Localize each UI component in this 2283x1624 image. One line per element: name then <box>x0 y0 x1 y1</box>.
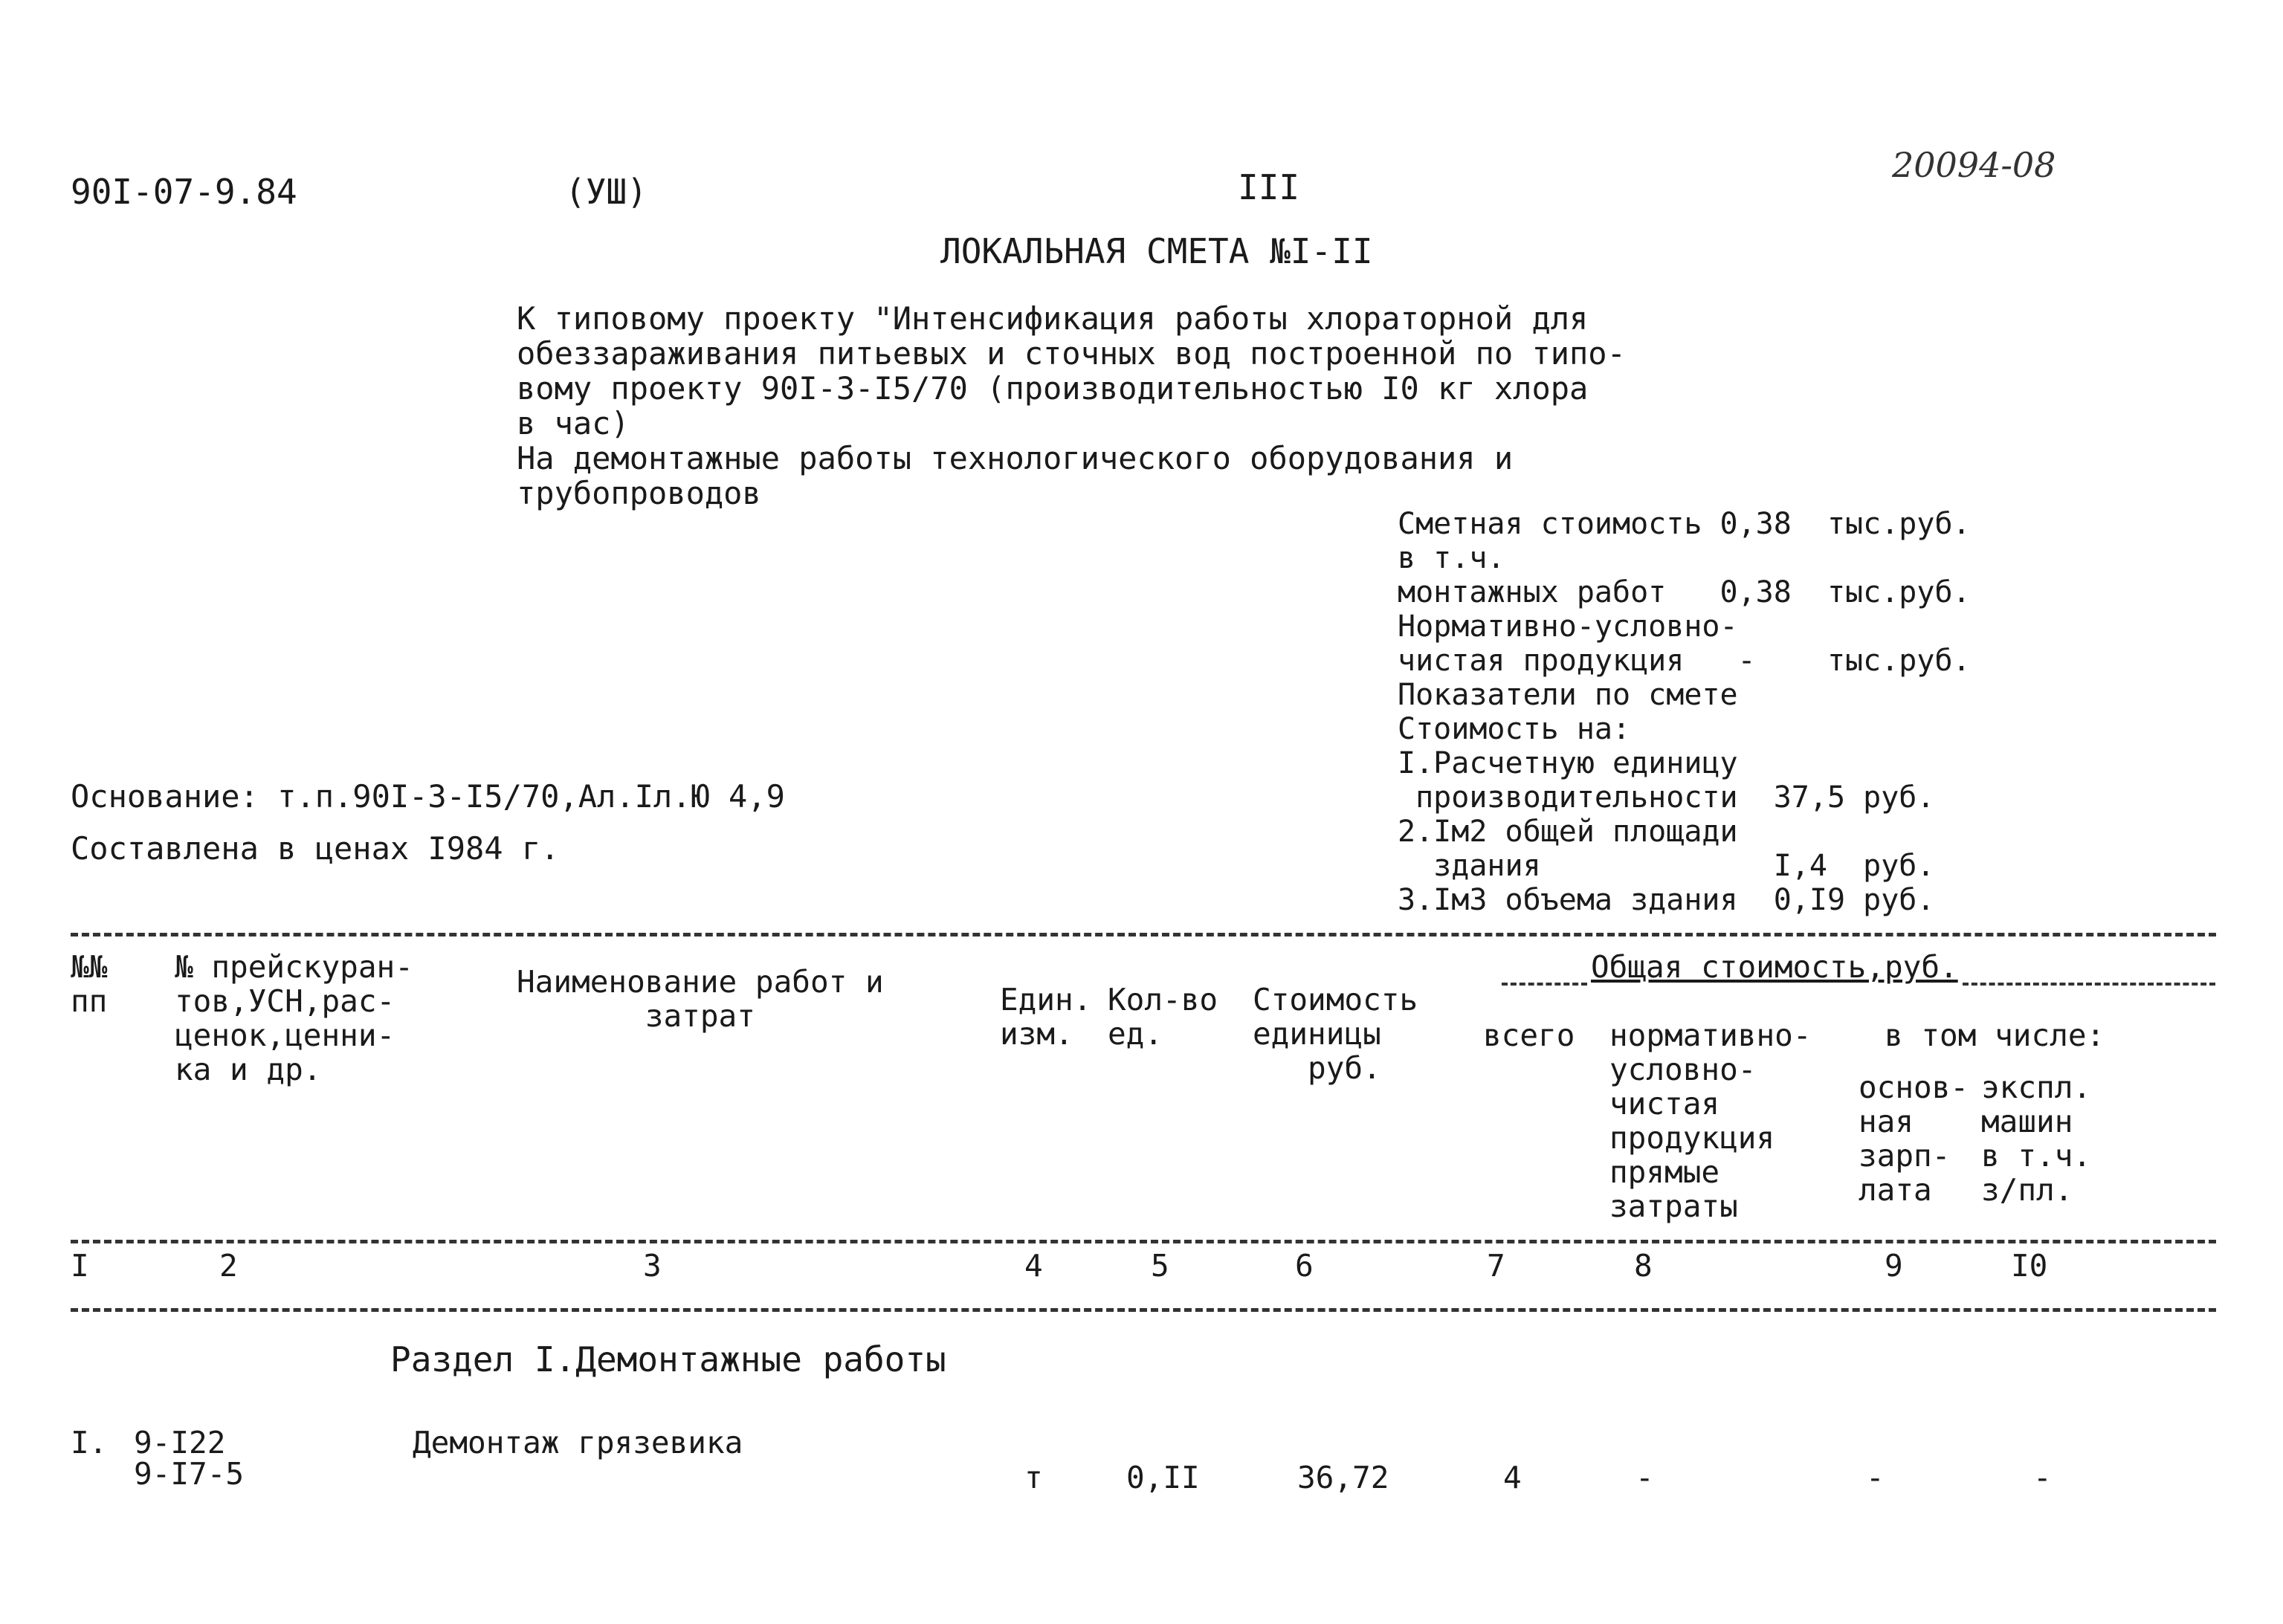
summary-line: 3.Iм3 объема здания 0,I9 руб. <box>1398 883 1935 917</box>
header-unit: Един. изм. <box>1000 982 1092 1052</box>
column-number: 6 <box>1295 1248 1314 1284</box>
prices-year-line: Составлена в ценах I984 г. <box>71 830 560 867</box>
column-number: 7 <box>1487 1248 1505 1284</box>
section-title: Раздел I.Демонтажные работы <box>390 1339 946 1379</box>
summary-line: Показатели по смете <box>1398 678 1738 712</box>
summary-line: в т.ч. <box>1398 541 1505 575</box>
header-price-reference: № прейскуран- тов,УСН,рас- ценок,ценни- ка и др. <box>175 949 413 1087</box>
summary-line: Сметная стоимость 0,38 тыс.руб. <box>1398 507 1971 541</box>
header-normative-production: нормативно- условно- чистая продукция прямые затраты <box>1609 1018 1812 1224</box>
basis-line: Основание: т.п.90I-3-I5/70,Ал.Iл.Ю 4,9 <box>71 778 785 815</box>
header-machine-operation: экспл. машин в т.ч. з/пл. <box>1981 1070 2092 1208</box>
column-number: 8 <box>1634 1248 1653 1284</box>
group-rule-left <box>1502 983 1587 986</box>
header-quantity: Кол-во ед. <box>1108 982 1218 1052</box>
row-number: I. <box>71 1425 108 1460</box>
summary-line: I.Расчетную единицу <box>1398 746 1738 780</box>
row-unit: т <box>1024 1460 1043 1495</box>
description-line: На демонтажные работы технологического оборудования и <box>517 440 1514 476</box>
header-base-wage: основ- ная зарп- лата <box>1859 1070 1969 1208</box>
header-including: в том числе: <box>1885 1018 2105 1053</box>
column-number: 3 <box>643 1248 662 1284</box>
column-number-bottom-rule <box>71 1308 2216 1312</box>
page-number: III <box>1238 167 1300 207</box>
column-number: I <box>71 1248 89 1284</box>
description-line: обеззараживания питьевых и сточных вод построенной по типо- <box>517 335 1626 372</box>
column-number: 2 <box>219 1248 238 1284</box>
row-price-code: 9-I22 <box>134 1425 226 1460</box>
row-unit-cost: 36,72 <box>1297 1460 1389 1495</box>
column-number: I0 <box>2011 1248 2048 1284</box>
row-work-name: Демонтаж грязевика <box>413 1425 743 1460</box>
row-base-wage: - <box>1866 1460 1885 1495</box>
description-line: в час) <box>517 405 630 441</box>
summary-line: 2.Iм2 общей площади <box>1398 815 1738 849</box>
summary-line: Нормативно-условно- <box>1398 609 1738 644</box>
summary-line: монтажных работ 0,38 тыс.руб. <box>1398 575 1971 609</box>
description-line: К типовому проекту "Интенсификация работы хлораторной для <box>517 300 1589 337</box>
document-code: 90I-07-9.84 <box>71 172 297 212</box>
column-number: 4 <box>1024 1248 1043 1284</box>
header-unit-cost: Стоимость единицы руб. <box>1253 982 1418 1086</box>
page-title: ЛОКАЛЬНАЯ СМЕТА №I-II <box>940 231 1373 271</box>
row-price-code: 9-I7-5 <box>134 1456 245 1492</box>
description-line: трубопроводов <box>517 475 761 511</box>
row-total: 4 <box>1503 1460 1522 1495</box>
header-bottom-rule <box>71 1240 2216 1243</box>
row-machine-operation: - <box>2033 1460 2052 1495</box>
summary-line: здания I,4 руб. <box>1398 849 1935 883</box>
header-total-cost-group: Общая стоимость,руб. <box>1591 949 1958 985</box>
summary-line: чистая продукция - тыс.руб. <box>1398 644 1971 678</box>
header-total: всего <box>1483 1018 1575 1053</box>
row-quantity: 0,II <box>1126 1460 1200 1495</box>
volume-label: (УШ) <box>565 172 648 212</box>
summary-line: производительности 37,5 руб. <box>1398 780 1935 815</box>
group-rule-right <box>1963 983 2215 986</box>
column-number: 9 <box>1885 1248 1903 1284</box>
row-normative-production: - <box>1635 1460 1654 1495</box>
table-top-rule <box>71 933 2216 936</box>
header-row-number: №№ пп <box>71 949 108 1019</box>
handwritten-reference: 20094-08 <box>1892 145 2056 185</box>
summary-line: Стоимость на: <box>1398 712 1631 746</box>
description-line: вому проекту 90I-3-I5/70 (производительностью I0 кг хлора <box>517 370 1589 407</box>
header-work-name: Наименование работ и затрат <box>517 964 884 1034</box>
column-number: 5 <box>1151 1248 1169 1284</box>
